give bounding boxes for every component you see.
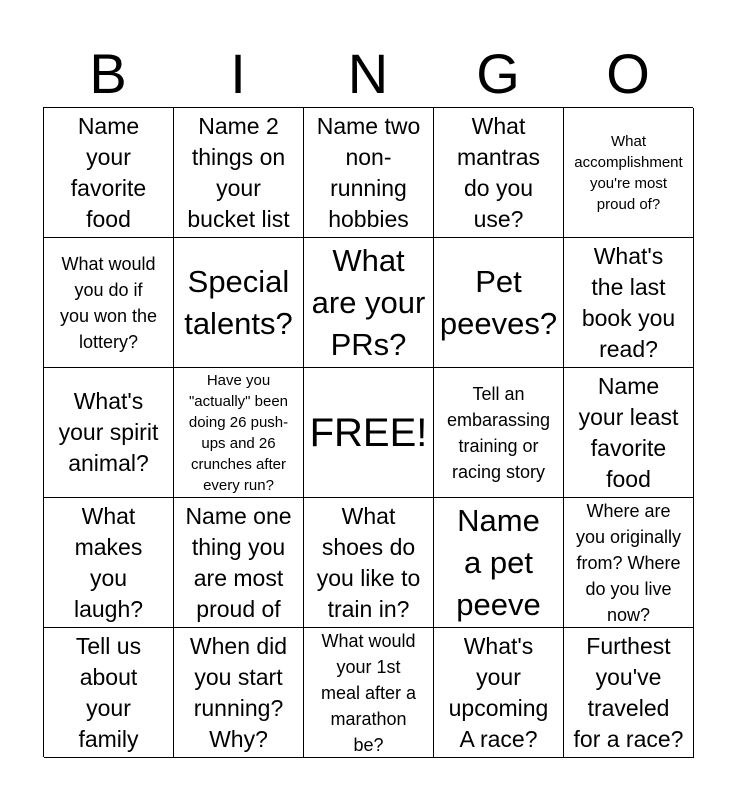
bingo-cell[interactable]	[434, 368, 564, 498]
bingo-grid	[43, 107, 693, 757]
bingo-header	[43, 40, 693, 108]
bingo-cell-text: What shoes do you like to train in?	[316, 502, 421, 622]
bingo-cell-text: Furthest you've traveled for a race?	[573, 632, 684, 752]
bingo-cell-text: What mantras do you use?	[456, 112, 541, 232]
bingo-cell-text: What's your spirit animal?	[58, 388, 159, 476]
bingo-cell[interactable]	[564, 628, 694, 758]
bingo-cell[interactable]	[304, 368, 434, 498]
bingo-cell[interactable]	[434, 628, 564, 758]
bingo-cell-text: Pet peeves?	[439, 263, 558, 341]
bingo-cell-text: What makes you laugh?	[73, 502, 144, 622]
bingo-cell[interactable]	[44, 238, 174, 368]
bingo-cell[interactable]	[434, 238, 564, 368]
bingo-cell[interactable]	[304, 238, 434, 368]
bingo-cell-text: Name 2 things on your bucket list	[187, 112, 290, 232]
bingo-cell[interactable]	[44, 368, 174, 498]
bingo-cell-text: Name your least favorite food	[578, 372, 679, 492]
header-letter-o: O	[606, 42, 650, 105]
bingo-cell[interactable]	[564, 498, 694, 628]
bingo-cell[interactable]	[564, 238, 694, 368]
bingo-cell[interactable]	[434, 498, 564, 628]
bingo-cell[interactable]	[174, 498, 304, 628]
bingo-cell-text: Name two non- running hobbies	[316, 112, 421, 232]
bingo-cell-text: Special talents?	[184, 263, 293, 341]
bingo-cell[interactable]	[174, 108, 304, 238]
bingo-cell-text: What's the last book you read?	[581, 242, 676, 362]
bingo-cell-text: What are your PRs?	[311, 242, 426, 362]
bingo-cell[interactable]	[44, 498, 174, 628]
bingo-cell[interactable]	[564, 368, 694, 498]
bingo-cell-text: Have you "actually" been doing 26 push- ups and 26 crunches after every run?	[188, 371, 289, 494]
bingo-cell[interactable]	[174, 238, 304, 368]
bingo-cell-text: What accomplishment you're most proud of?	[574, 132, 683, 213]
bingo-cell[interactable]	[564, 108, 694, 238]
bingo-cell-text: FREE!	[309, 410, 428, 455]
bingo-cell-text: When did you start running? Why?	[189, 632, 288, 752]
bingo-cell[interactable]	[44, 628, 174, 758]
bingo-cell-text: What's your upcoming A race?	[448, 632, 549, 752]
bingo-cell-text: Where are you originally from? Where do you live now?	[575, 500, 682, 625]
bingo-cell[interactable]	[304, 628, 434, 758]
header-letter-b: B	[89, 42, 127, 105]
bingo-cell[interactable]	[304, 108, 434, 238]
header-letter-g: G	[476, 42, 520, 105]
bingo-cell-text: Name a pet peeve	[456, 502, 541, 622]
bingo-cell[interactable]	[44, 108, 174, 238]
bingo-cell-text: What would you do if you won the lottery?	[59, 253, 158, 352]
bingo-cell-text: Tell us about your family	[75, 632, 142, 752]
bingo-cell[interactable]	[434, 108, 564, 238]
bingo-cell[interactable]	[174, 368, 304, 498]
bingo-cell-text: Name your favorite food	[70, 112, 147, 232]
bingo-cell[interactable]	[174, 628, 304, 758]
bingo-cell[interactable]	[304, 498, 434, 628]
header-letter-n: N	[347, 42, 389, 105]
bingo-cell-text: Name one thing you are most proud of	[185, 502, 292, 622]
header-letter-i: I	[230, 42, 246, 105]
bingo-cell-text: Tell an embarassing training or racing story	[446, 383, 551, 482]
bingo-cell-text: What would your 1st meal after a marathon be?	[320, 630, 417, 755]
